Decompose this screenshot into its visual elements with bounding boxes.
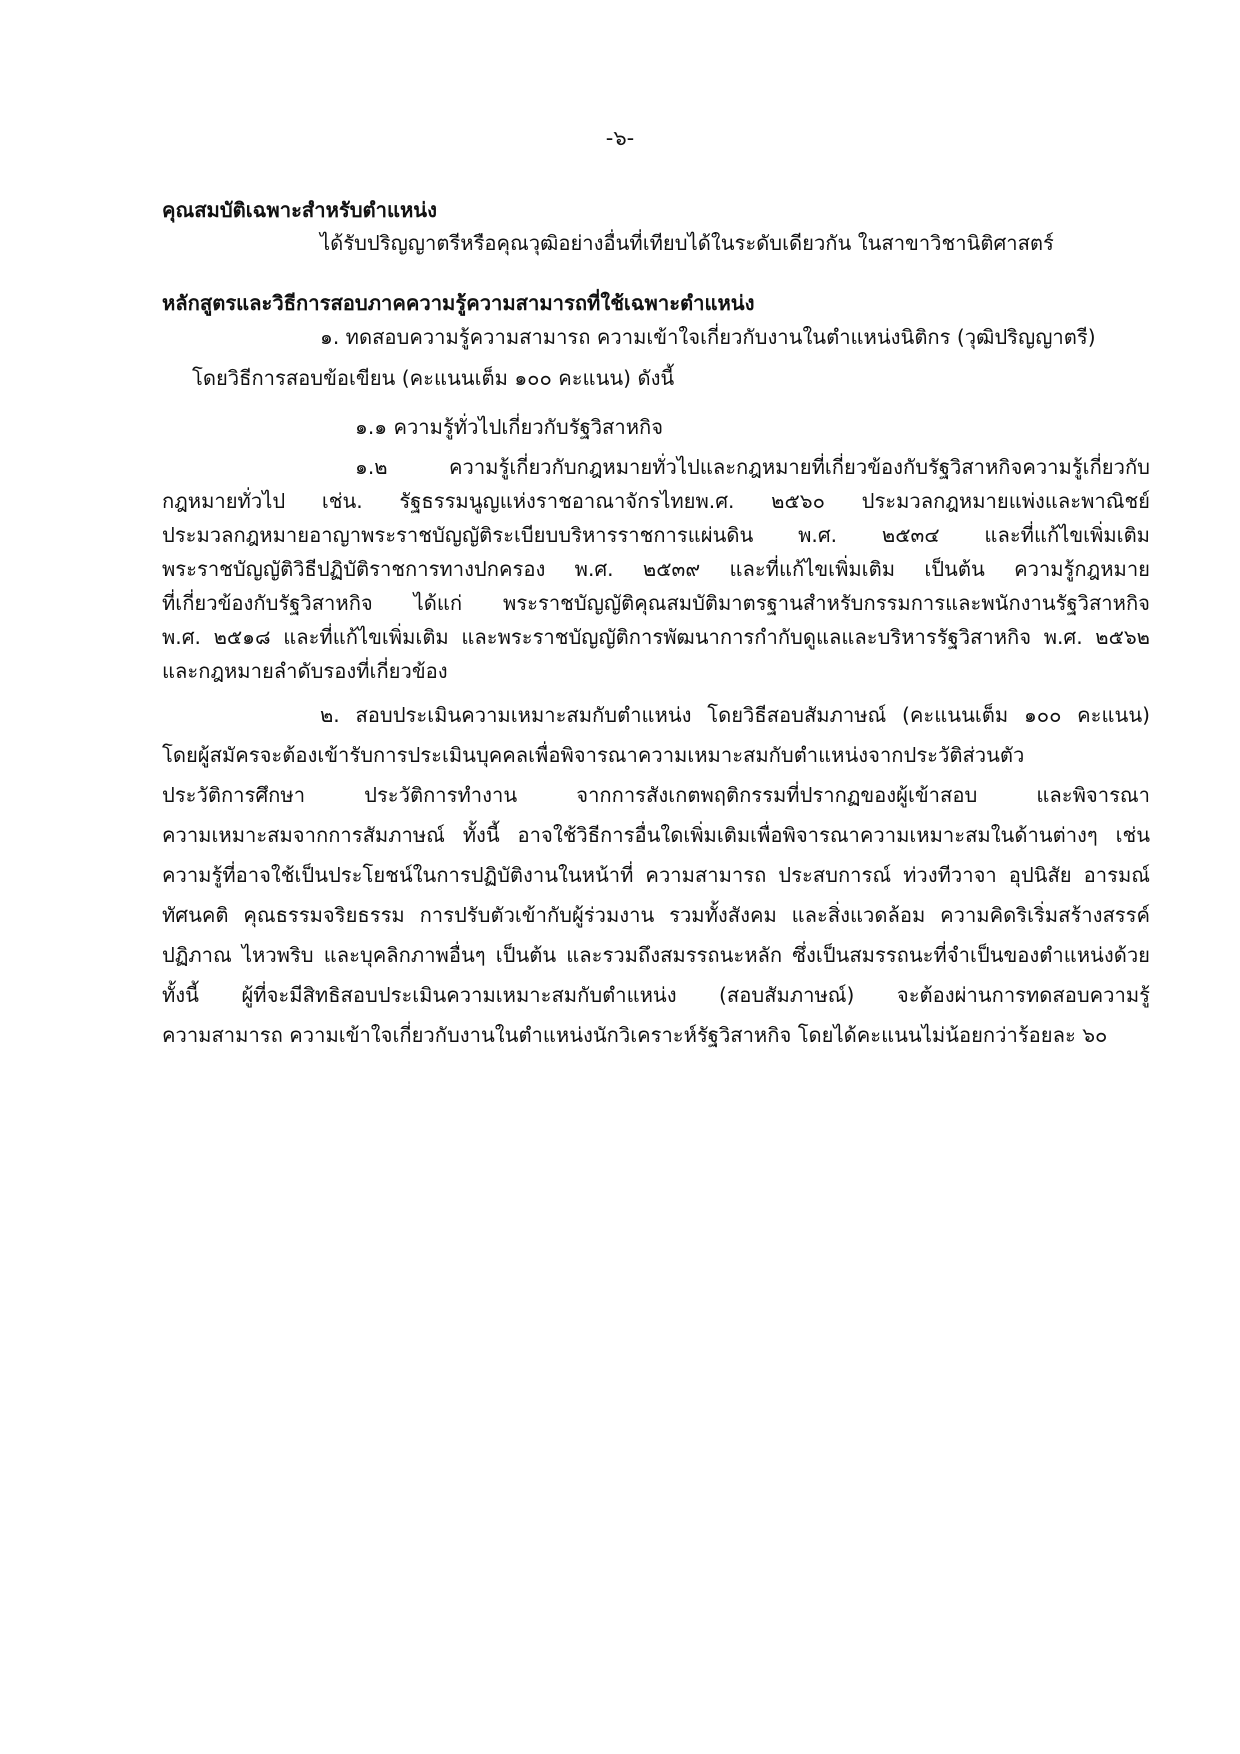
item1-2-line-6: พ.ศ. ๒๕๑๘ และที่แก้ไขเพิ่มเติม และพระราชบัญญัติการพัฒนาการกำกับดูแลและบริหารรัฐวิสาหกิจ พ.ศ. ๒๕๖๒	[162, 625, 1150, 649]
item2-line-4: ความเหมาะสมจากการสัมภาษณ์ ทั้งนี้ อาจใช้วิธีการอื่นใดเพิ่มเติมเพื่อพิจารณาความเหมาะสมในด้านต่างๆ เช่น	[162, 823, 1150, 847]
item1-1: ๑.๑ ความรู้ทั่วไปเกี่ยวกับรัฐวิสาหกิจ	[355, 415, 664, 439]
item2-line-2: โดยผู้สมัครจะต้องเข้ารับการประเมินบุคคลเพื่อพิจารณาความเหมาะสมกับตำแหน่งจากประวัติส่วนตัว	[162, 743, 1025, 767]
item1-2-line-2: กฎหมายทั่วไป เช่น. รัฐธรรมนูญแห่งราชอาณาจักรไทยพ.ศ. ๒๕๖๐ ประมวลกฎหมายแพ่งและพาณิชย์	[162, 489, 1150, 513]
item1-2-line-3: ประมวลกฎหมายอาญาพระราชบัญญัติระเบียบบริหารราชการแผ่นดิน พ.ศ. ๒๕๓๔ และที่แก้ไขเพิ่มเติม	[162, 523, 1150, 547]
qualification-heading: คุณสมบัติเฉพาะสำหรับตำแหน่ง	[162, 198, 437, 222]
item1-line-1: ๑. ทดสอบความรู้ความสามารถ ความเข้าใจเกี่ยวกับงานในตำแหน่งนิติกร (วุฒิปริญญาตรี)	[320, 325, 1096, 349]
curriculum-heading: หลักสูตรและวิธีการสอบภาคความรู้ความสามารถที่ใช้เฉพาะตำแหน่ง	[162, 291, 755, 315]
item2-line-9: ความสามารถ ความเข้าใจเกี่ยวกับงานในตำแหน่งนักวิเคราะห์รัฐวิสาหกิจ โดยได้คะแนนไม่น้อยกว่าร้อยละ ๖๐	[162, 1023, 1108, 1047]
item1-2-line-5: ที่เกี่ยวข้องกับรัฐวิสาหกิจ ได้แก่ พระราชบัญญัติคุณสมบัติมาตรฐานสำหรับกรรมการและพนักงานรัฐวิสาหกิจ	[162, 591, 1150, 615]
item2-line-5: ความรู้ที่อาจใช้เป็นประโยชน์ในการปฏิบัติงานในหน้าที่ ความสามารถ ประสบการณ์ ท่วงทีวาจา อุปนิสัย อารมณ์	[162, 863, 1150, 887]
item1-2-line-7: และกฎหมายลำดับรองที่เกี่ยวข้อง	[162, 659, 448, 683]
item2-line-7: ปฏิภาณ ไหวพริบ และบุคลิกภาพอื่นๆ เป็นต้น และรวมถึงสมรรถนะหลัก ซึ่งเป็นสมรรถนะที่จำเป็นของตำแหน่งด้วย	[162, 943, 1150, 967]
page-number: -๖-	[605, 126, 635, 150]
item1-line-2: โดยวิธีการสอบข้อเขียน (คะแนนเต็ม ๑๐๐ คะแนน) ดังนี้	[192, 366, 675, 390]
qualification-text: ได้รับปริญญาตรีหรือคุณวุฒิอย่างอื่นที่เทียบได้ในระดับเดียวกัน ในสาขาวิชานิติศาสตร์	[320, 231, 1054, 255]
item2-line-6: ทัศนคติ คุณธรรมจริยธรรม การปรับตัวเข้ากับผู้ร่วมงาน รวมทั้งสังคม และสิ่งแวดล้อม ความคิดริเริ่มสร้างสรรค์	[162, 903, 1150, 927]
item1-2-line-4: พระราชบัญญัติวิธีปฏิบัติราชการทางปกครอง พ.ศ. ๒๕๓๙ และที่แก้ไขเพิ่มเติม เป็นต้น ความรู้กฎหมาย	[162, 557, 1150, 581]
item2-line-3: ประวัติการศึกษา ประวัติการทำงาน จากการสังเกตพฤติกรรมที่ปรากฏของผู้เข้าสอบ และพิจารณา	[162, 783, 1150, 807]
item1-2-line-1: ๑.๒ ความรู้เกี่ยวกับกฎหมายทั่วไปและกฎหมายที่เกี่ยวข้องกับรัฐวิสาหกิจความรู้เกี่ยวกับ	[355, 455, 1150, 479]
item2-line-8: ทั้งนี้ ผู้ที่จะมีสิทธิสอบประเมินความเหมาะสมกับตำแหน่ง (สอบสัมภาษณ์) จะต้องผ่านการทดสอบความรู้	[162, 983, 1150, 1007]
item2-line-1: ๒. สอบประเมินความเหมาะสมกับตำแหน่ง โดยวิธีสอบสัมภาษณ์ (คะแนนเต็ม ๑๐๐ คะแนน)	[320, 703, 1150, 727]
